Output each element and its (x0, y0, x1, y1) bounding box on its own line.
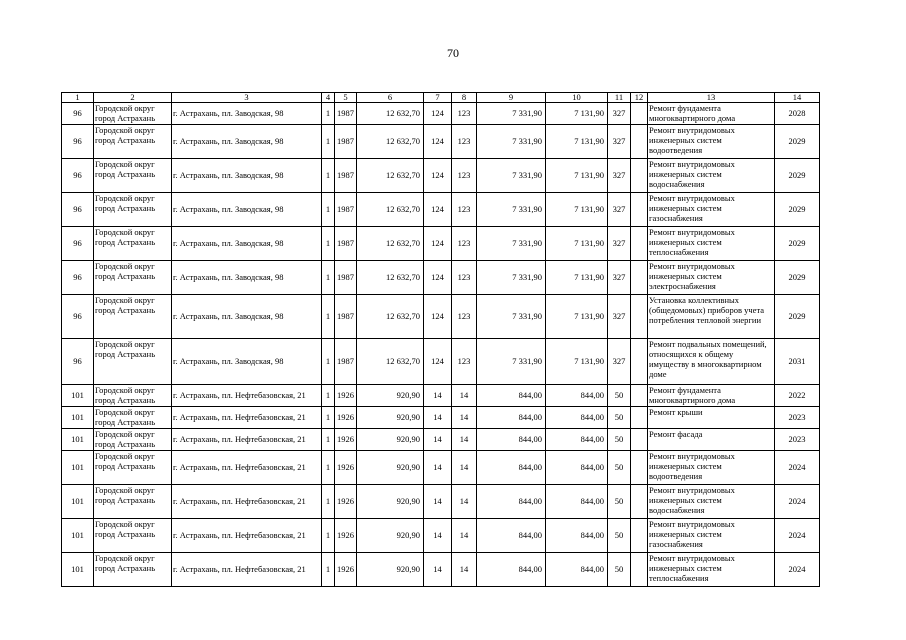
municipality-cell: Городской округ город Астрахань (94, 193, 172, 227)
row-number: 101 (62, 407, 94, 429)
column-8-cell: 14 (452, 407, 477, 429)
column-7-cell: 124 (424, 227, 452, 261)
column-11-cell: 50 (608, 451, 631, 485)
column-11-cell: 327 (608, 261, 631, 295)
municipality-cell: Городской округ город Астрахань (94, 407, 172, 429)
row-number: 101 (62, 553, 94, 587)
table-row (62, 103, 820, 125)
column-7-cell: 124 (424, 103, 452, 125)
column-4-cell: 1 (322, 103, 335, 125)
total-area-cell: 12 632,70 (357, 339, 424, 385)
column-11-cell: 50 (608, 553, 631, 587)
year-built-cell: 1926 (335, 553, 357, 587)
column-4-cell: 1 (322, 159, 335, 193)
column-header-4: 4 (322, 93, 335, 103)
column-4-cell: 1 (322, 193, 335, 227)
address-cell: г. Астрахань, пл. Заводская, 98 (172, 227, 322, 261)
repair-work-cell: Ремонт внутридомовых инженерных систем газоснабжения (648, 193, 775, 227)
row-number: 101 (62, 429, 94, 451)
repair-work-cell: Ремонт внутридомовых инженерных систем электроснабжения (648, 261, 775, 295)
address-cell: г. Астрахань, пл. Заводская, 98 (172, 295, 322, 339)
column-12-cell (631, 385, 648, 407)
address-cell: г. Астрахань, пл. Нефтебазовская, 21 (172, 485, 322, 519)
column-4-cell: 1 (322, 553, 335, 587)
repair-work-cell: Ремонт внутридомовых инженерных систем теплоснабжения (648, 227, 775, 261)
table-row (62, 485, 820, 519)
address-cell: г. Астрахань, пл. Заводская, 98 (172, 103, 322, 125)
column-7-cell: 124 (424, 295, 452, 339)
column-header-6: 6 (357, 93, 424, 103)
column-11-cell: 50 (608, 385, 631, 407)
column-10-cell: 844,00 (546, 485, 608, 519)
column-8-cell: 123 (452, 103, 477, 125)
table-row (62, 339, 820, 385)
table-header (62, 93, 820, 103)
address-cell: г. Астрахань, пл. Заводская, 98 (172, 193, 322, 227)
column-10-cell: 7 131,90 (546, 339, 608, 385)
municipality-cell: Городской округ город Астрахань (94, 385, 172, 407)
column-header-11: 11 (608, 93, 631, 103)
column-9-cell: 7 331,90 (477, 125, 546, 159)
row-number: 96 (62, 103, 94, 125)
column-11-cell: 327 (608, 339, 631, 385)
column-12-cell (631, 451, 648, 485)
total-area-cell: 12 632,70 (357, 103, 424, 125)
table-row (62, 125, 820, 159)
column-9-cell: 7 331,90 (477, 295, 546, 339)
column-header-10: 10 (546, 93, 608, 103)
row-number: 96 (62, 261, 94, 295)
table-row (62, 295, 820, 339)
column-10-cell: 7 131,90 (546, 159, 608, 193)
column-header-5: 5 (335, 93, 357, 103)
planned-year-cell: 2029 (775, 125, 820, 159)
column-9-cell: 844,00 (477, 429, 546, 451)
municipality-cell: Городской округ город Астрахань (94, 485, 172, 519)
column-11-cell: 50 (608, 485, 631, 519)
column-8-cell: 123 (452, 193, 477, 227)
column-12-cell (631, 429, 648, 451)
planned-year-cell: 2029 (775, 193, 820, 227)
municipality-cell: Городской округ город Астрахань (94, 227, 172, 261)
column-header-3: 3 (172, 93, 322, 103)
total-area-cell: 920,90 (357, 429, 424, 451)
column-12-cell (631, 553, 648, 587)
table-row (62, 261, 820, 295)
municipality-cell: Городской округ город Астрахань (94, 295, 172, 339)
row-number: 101 (62, 485, 94, 519)
column-12-cell (631, 295, 648, 339)
repair-work-cell: Ремонт крыши (648, 407, 775, 429)
repair-work-cell: Ремонт фасада (648, 429, 775, 451)
column-12-cell (631, 485, 648, 519)
municipality-cell: Городской округ город Астрахань (94, 339, 172, 385)
column-8-cell: 123 (452, 227, 477, 261)
table-row (62, 159, 820, 193)
column-4-cell: 1 (322, 385, 335, 407)
column-4-cell: 1 (322, 295, 335, 339)
table-row (62, 429, 820, 451)
row-number: 96 (62, 159, 94, 193)
planned-year-cell: 2029 (775, 159, 820, 193)
row-number: 96 (62, 227, 94, 261)
address-cell: г. Астрахань, пл. Заводская, 98 (172, 261, 322, 295)
column-8-cell: 14 (452, 485, 477, 519)
row-number: 96 (62, 339, 94, 385)
total-area-cell: 920,90 (357, 519, 424, 553)
column-12-cell (631, 159, 648, 193)
column-4-cell: 1 (322, 519, 335, 553)
total-area-cell: 12 632,70 (357, 261, 424, 295)
column-7-cell: 14 (424, 553, 452, 587)
column-4-cell: 1 (322, 451, 335, 485)
address-cell: г. Астрахань, пл. Нефтебазовская, 21 (172, 451, 322, 485)
column-9-cell: 844,00 (477, 451, 546, 485)
column-10-cell: 7 131,90 (546, 125, 608, 159)
column-12-cell (631, 227, 648, 261)
total-area-cell: 920,90 (357, 451, 424, 485)
row-number: 96 (62, 125, 94, 159)
municipality-cell: Городской округ город Астрахань (94, 159, 172, 193)
address-cell: г. Астрахань, пл. Нефтебазовская, 21 (172, 553, 322, 587)
row-number: 96 (62, 193, 94, 227)
year-built-cell: 1987 (335, 193, 357, 227)
column-7-cell: 124 (424, 261, 452, 295)
column-10-cell: 7 131,90 (546, 227, 608, 261)
table-row (62, 553, 820, 587)
column-11-cell: 327 (608, 159, 631, 193)
column-7-cell: 124 (424, 193, 452, 227)
column-7-cell: 124 (424, 159, 452, 193)
year-built-cell: 1926 (335, 429, 357, 451)
table-row (62, 193, 820, 227)
column-12-cell (631, 125, 648, 159)
column-9-cell: 844,00 (477, 519, 546, 553)
column-header-9: 9 (477, 93, 546, 103)
column-7-cell: 14 (424, 485, 452, 519)
total-area-cell: 12 632,70 (357, 295, 424, 339)
column-10-cell: 7 131,90 (546, 261, 608, 295)
column-9-cell: 7 331,90 (477, 227, 546, 261)
total-area-cell: 12 632,70 (357, 125, 424, 159)
column-11-cell: 327 (608, 193, 631, 227)
column-10-cell: 844,00 (546, 429, 608, 451)
column-7-cell: 14 (424, 429, 452, 451)
column-11-cell: 50 (608, 407, 631, 429)
column-7-cell: 14 (424, 519, 452, 553)
column-11-cell: 50 (608, 429, 631, 451)
column-8-cell: 123 (452, 125, 477, 159)
planned-year-cell: 2029 (775, 227, 820, 261)
repair-work-cell: Ремонт внутридомовых инженерных систем водоотведения (648, 125, 775, 159)
planned-year-cell: 2022 (775, 385, 820, 407)
column-11-cell: 327 (608, 227, 631, 261)
column-12-cell (631, 261, 648, 295)
repair-work-cell: Ремонт фундамента многоквартирного дома (648, 103, 775, 125)
column-4-cell: 1 (322, 227, 335, 261)
total-area-cell: 920,90 (357, 385, 424, 407)
table-row (62, 519, 820, 553)
column-9-cell: 7 331,90 (477, 159, 546, 193)
municipality-cell: Городской округ город Астрахань (94, 519, 172, 553)
column-header-1: 1 (62, 93, 94, 103)
column-9-cell: 7 331,90 (477, 261, 546, 295)
year-built-cell: 1987 (335, 261, 357, 295)
column-9-cell: 844,00 (477, 407, 546, 429)
column-12-cell (631, 339, 648, 385)
total-area-cell: 12 632,70 (357, 159, 424, 193)
column-12-cell (631, 193, 648, 227)
repair-work-cell: Ремонт внутридомовых инженерных систем водоснабжения (648, 485, 775, 519)
column-8-cell: 14 (452, 451, 477, 485)
repair-work-cell: Ремонт внутридомовых инженерных систем теплоснабжения (648, 553, 775, 587)
year-built-cell: 1987 (335, 339, 357, 385)
column-9-cell: 844,00 (477, 485, 546, 519)
column-7-cell: 14 (424, 385, 452, 407)
column-9-cell: 7 331,90 (477, 339, 546, 385)
column-11-cell: 50 (608, 519, 631, 553)
column-9-cell: 844,00 (477, 553, 546, 587)
municipality-cell: Городской округ город Астрахань (94, 261, 172, 295)
municipality-cell: Городской округ город Астрахань (94, 451, 172, 485)
planned-year-cell: 2024 (775, 519, 820, 553)
column-8-cell: 123 (452, 295, 477, 339)
column-12-cell (631, 407, 648, 429)
column-4-cell: 1 (322, 339, 335, 385)
column-header-13: 13 (648, 93, 775, 103)
column-7-cell: 14 (424, 407, 452, 429)
address-cell: г. Астрахань, пл. Заводская, 98 (172, 339, 322, 385)
planned-year-cell: 2029 (775, 295, 820, 339)
total-area-cell: 920,90 (357, 553, 424, 587)
column-8-cell: 123 (452, 261, 477, 295)
capital-repair-table (61, 92, 820, 587)
column-4-cell: 1 (322, 261, 335, 295)
year-built-cell: 1987 (335, 159, 357, 193)
repair-work-cell: Ремонт внутридомовых инженерных систем газоснабжения (648, 519, 775, 553)
total-area-cell: 920,90 (357, 485, 424, 519)
total-area-cell: 12 632,70 (357, 227, 424, 261)
municipality-cell: Городской округ город Астрахань (94, 125, 172, 159)
municipality-cell: Городской округ город Астрахань (94, 103, 172, 125)
municipality-cell: Городской округ город Астрахань (94, 429, 172, 451)
repair-work-cell: Ремонт внутридомовых инженерных систем водоотведения (648, 451, 775, 485)
column-header-8: 8 (452, 93, 477, 103)
column-10-cell: 7 131,90 (546, 193, 608, 227)
table-body (62, 103, 820, 587)
column-7-cell: 14 (424, 451, 452, 485)
column-9-cell: 7 331,90 (477, 193, 546, 227)
column-8-cell: 14 (452, 519, 477, 553)
row-number: 101 (62, 385, 94, 407)
year-built-cell: 1926 (335, 407, 357, 429)
planned-year-cell: 2031 (775, 339, 820, 385)
table-row (62, 385, 820, 407)
column-header-2: 2 (94, 93, 172, 103)
column-8-cell: 14 (452, 385, 477, 407)
column-10-cell: 844,00 (546, 451, 608, 485)
planned-year-cell: 2023 (775, 429, 820, 451)
total-area-cell: 920,90 (357, 407, 424, 429)
column-12-cell (631, 103, 648, 125)
column-8-cell: 123 (452, 159, 477, 193)
year-built-cell: 1987 (335, 103, 357, 125)
column-9-cell: 7 331,90 (477, 103, 546, 125)
planned-year-cell: 2024 (775, 485, 820, 519)
year-built-cell: 1926 (335, 385, 357, 407)
column-11-cell: 327 (608, 125, 631, 159)
address-cell: г. Астрахань, пл. Нефтебазовская, 21 (172, 429, 322, 451)
column-7-cell: 124 (424, 339, 452, 385)
repair-work-cell: Ремонт внутридомовых инженерных систем водоснабжения (648, 159, 775, 193)
address-cell: г. Астрахань, пл. Заводская, 98 (172, 125, 322, 159)
column-8-cell: 14 (452, 429, 477, 451)
repair-work-cell: Ремонт фундамента многоквартирного дома (648, 385, 775, 407)
address-cell: г. Астрахань, пл. Заводская, 98 (172, 159, 322, 193)
column-4-cell: 1 (322, 125, 335, 159)
column-10-cell: 7 131,90 (546, 295, 608, 339)
planned-year-cell: 2024 (775, 451, 820, 485)
row-number: 96 (62, 295, 94, 339)
column-9-cell: 844,00 (477, 385, 546, 407)
planned-year-cell: 2023 (775, 407, 820, 429)
year-built-cell: 1926 (335, 451, 357, 485)
column-8-cell: 123 (452, 339, 477, 385)
table-row (62, 407, 820, 429)
column-header-7: 7 (424, 93, 452, 103)
column-10-cell: 844,00 (546, 385, 608, 407)
table-row (62, 451, 820, 485)
table-row (62, 227, 820, 261)
column-4-cell: 1 (322, 429, 335, 451)
repair-work-cell: Ремонт подвальных помещений, относящихся к общему имуществу в многоквартирном доме (648, 339, 775, 385)
year-built-cell: 1987 (335, 125, 357, 159)
column-4-cell: 1 (322, 485, 335, 519)
column-10-cell: 844,00 (546, 553, 608, 587)
repair-work-cell: Установка коллективных (общедомовых) приборов учета потребления тепловой энергии (648, 295, 775, 339)
row-number: 101 (62, 451, 94, 485)
planned-year-cell: 2024 (775, 553, 820, 587)
column-11-cell: 327 (608, 103, 631, 125)
column-11-cell: 327 (608, 295, 631, 339)
column-header-12: 12 (631, 93, 648, 103)
column-8-cell: 14 (452, 553, 477, 587)
planned-year-cell: 2029 (775, 261, 820, 295)
address-cell: г. Астрахань, пл. Нефтебазовская, 21 (172, 407, 322, 429)
column-7-cell: 124 (424, 125, 452, 159)
address-cell: г. Астрахань, пл. Нефтебазовская, 21 (172, 519, 322, 553)
column-10-cell: 7 131,90 (546, 103, 608, 125)
municipality-cell: Городской округ город Астрахань (94, 553, 172, 587)
year-built-cell: 1987 (335, 295, 357, 339)
row-number: 101 (62, 519, 94, 553)
column-10-cell: 844,00 (546, 519, 608, 553)
column-10-cell: 844,00 (546, 407, 608, 429)
year-built-cell: 1926 (335, 485, 357, 519)
column-4-cell: 1 (322, 407, 335, 429)
total-area-cell: 12 632,70 (357, 193, 424, 227)
year-built-cell: 1926 (335, 519, 357, 553)
page-number: 70 (447, 46, 459, 60)
column-header-14: 14 (775, 93, 820, 103)
planned-year-cell: 2028 (775, 103, 820, 125)
address-cell: г. Астрахань, пл. Нефтебазовская, 21 (172, 385, 322, 407)
column-12-cell (631, 519, 648, 553)
year-built-cell: 1987 (335, 227, 357, 261)
